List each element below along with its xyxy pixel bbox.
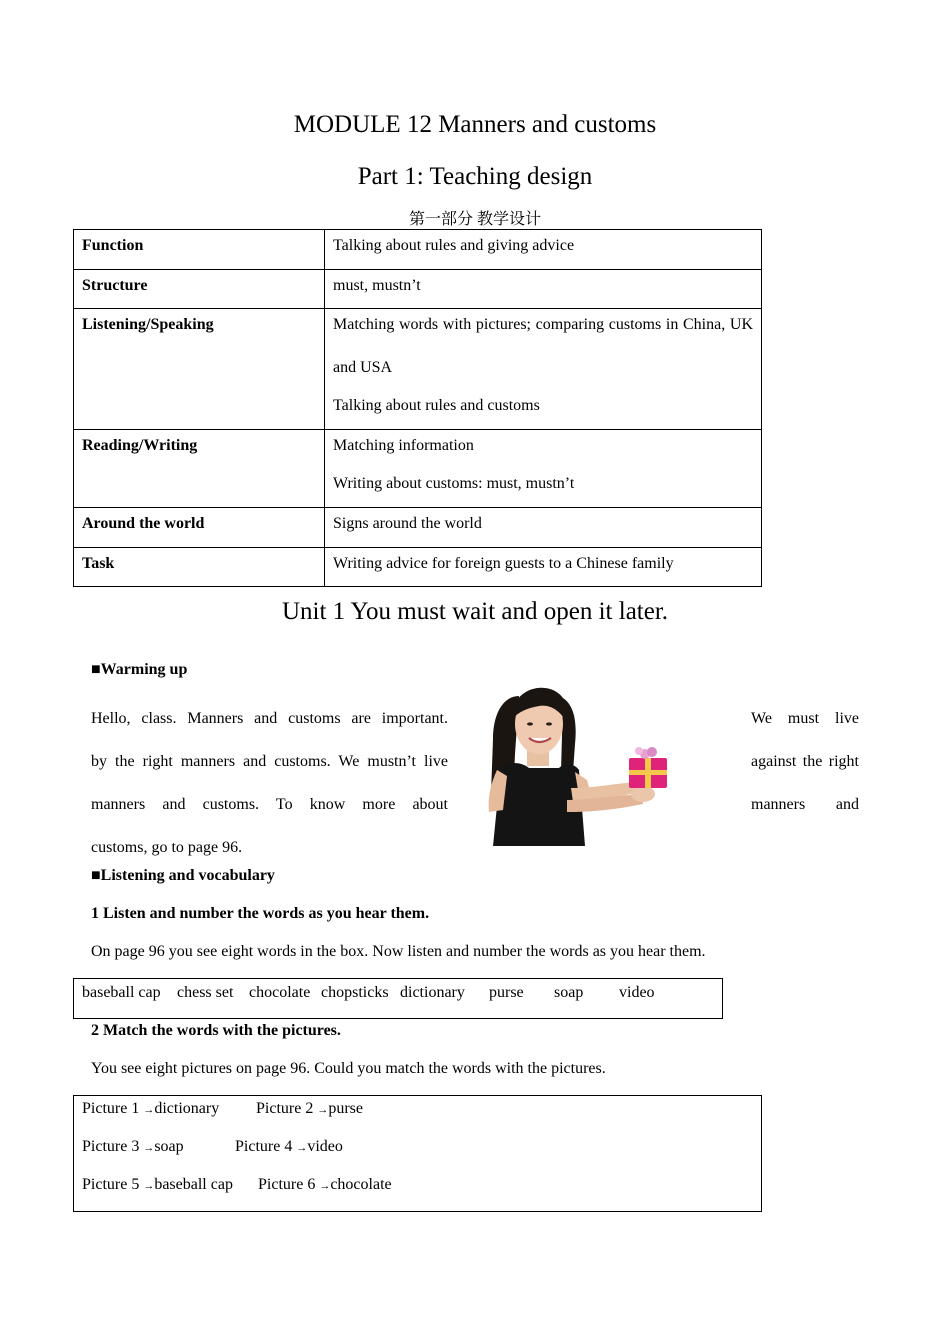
- match-item: Picture 2 →purse: [256, 1100, 363, 1117]
- part-subtitle: 第一部分 教学设计: [408, 211, 541, 228]
- table-row: [74, 508, 762, 548]
- matching-answers-box: [73, 1095, 762, 1212]
- word-item: chopsticks: [321, 984, 389, 1001]
- row-value: Signs around the world: [325, 508, 762, 548]
- warming-up-text-right: We must live against the right manners and: [751, 710, 859, 813]
- task2-title: 2 Match the words with the pictures.: [91, 1022, 341, 1039]
- module-title: MODULE 12 Manners and customs: [293, 111, 657, 138]
- table-row: [74, 548, 762, 587]
- row-value: must, mustn’t: [325, 270, 762, 309]
- word-item: purse: [489, 984, 524, 1001]
- word-item: baseball cap: [82, 984, 161, 1001]
- warming-up-text-left: Hello, class. Manners and customs are important. by the right manners and customs. We mustn’t live manners and customs. To know more about customs, go to page 96.: [91, 710, 448, 856]
- part-title: Part 1: Teaching design: [357, 163, 593, 190]
- task2-instructions: You see eight pictures on page 96. Could you match the words with the pictures.: [91, 1060, 606, 1077]
- row-label: Around the world: [74, 508, 325, 548]
- word-item: soap: [554, 984, 584, 1001]
- teaching-design-table: [73, 229, 762, 587]
- row-value: Matching words with pictures; comparing customs in China, UK and USA Talking about rules and customs: [325, 309, 762, 430]
- row-label: Reading/Writing: [74, 430, 325, 508]
- match-item: Picture 5 →baseball cap: [82, 1176, 233, 1193]
- table-row: [74, 430, 762, 508]
- girl-with-gift-photo: [463, 684, 681, 846]
- table-row: [74, 309, 762, 430]
- word-item: chocolate: [249, 984, 311, 1001]
- word-item: video: [619, 984, 655, 1001]
- row-label: Task: [74, 548, 325, 587]
- word-item: dictionary: [400, 984, 465, 1001]
- match-item: Picture 1 →dictionary: [82, 1100, 220, 1117]
- match-item: Picture 6 →chocolate: [258, 1176, 392, 1193]
- word-box: [73, 978, 723, 1019]
- word-item: chess set: [177, 984, 234, 1001]
- row-label: Listening/Speaking: [74, 309, 325, 430]
- table-row: [74, 230, 762, 270]
- row-value: Talking about rules and giving advice: [325, 230, 762, 270]
- match-item: Picture 3 →soap: [82, 1138, 184, 1155]
- match-item: Picture 4 →video: [235, 1138, 343, 1155]
- listening-heading: ■Listening and vocabulary: [91, 867, 275, 884]
- task1-title: 1 Listen and number the words as you hear them.: [91, 905, 430, 922]
- row-label: Function: [74, 230, 325, 270]
- task1-instructions: On page 96 you see eight words in the box. Now listen and number the words as you hear them.: [91, 943, 706, 960]
- row-label: Structure: [74, 270, 325, 309]
- warming-up-heading: ■Warming up: [91, 661, 188, 678]
- row-value: Matching information Writing about customs: must, mustn’t: [325, 430, 762, 508]
- unit-title: Unit 1 You must wait and open it later.: [281, 598, 669, 625]
- row-value: Writing advice for foreign guests to a Chinese family: [325, 548, 762, 587]
